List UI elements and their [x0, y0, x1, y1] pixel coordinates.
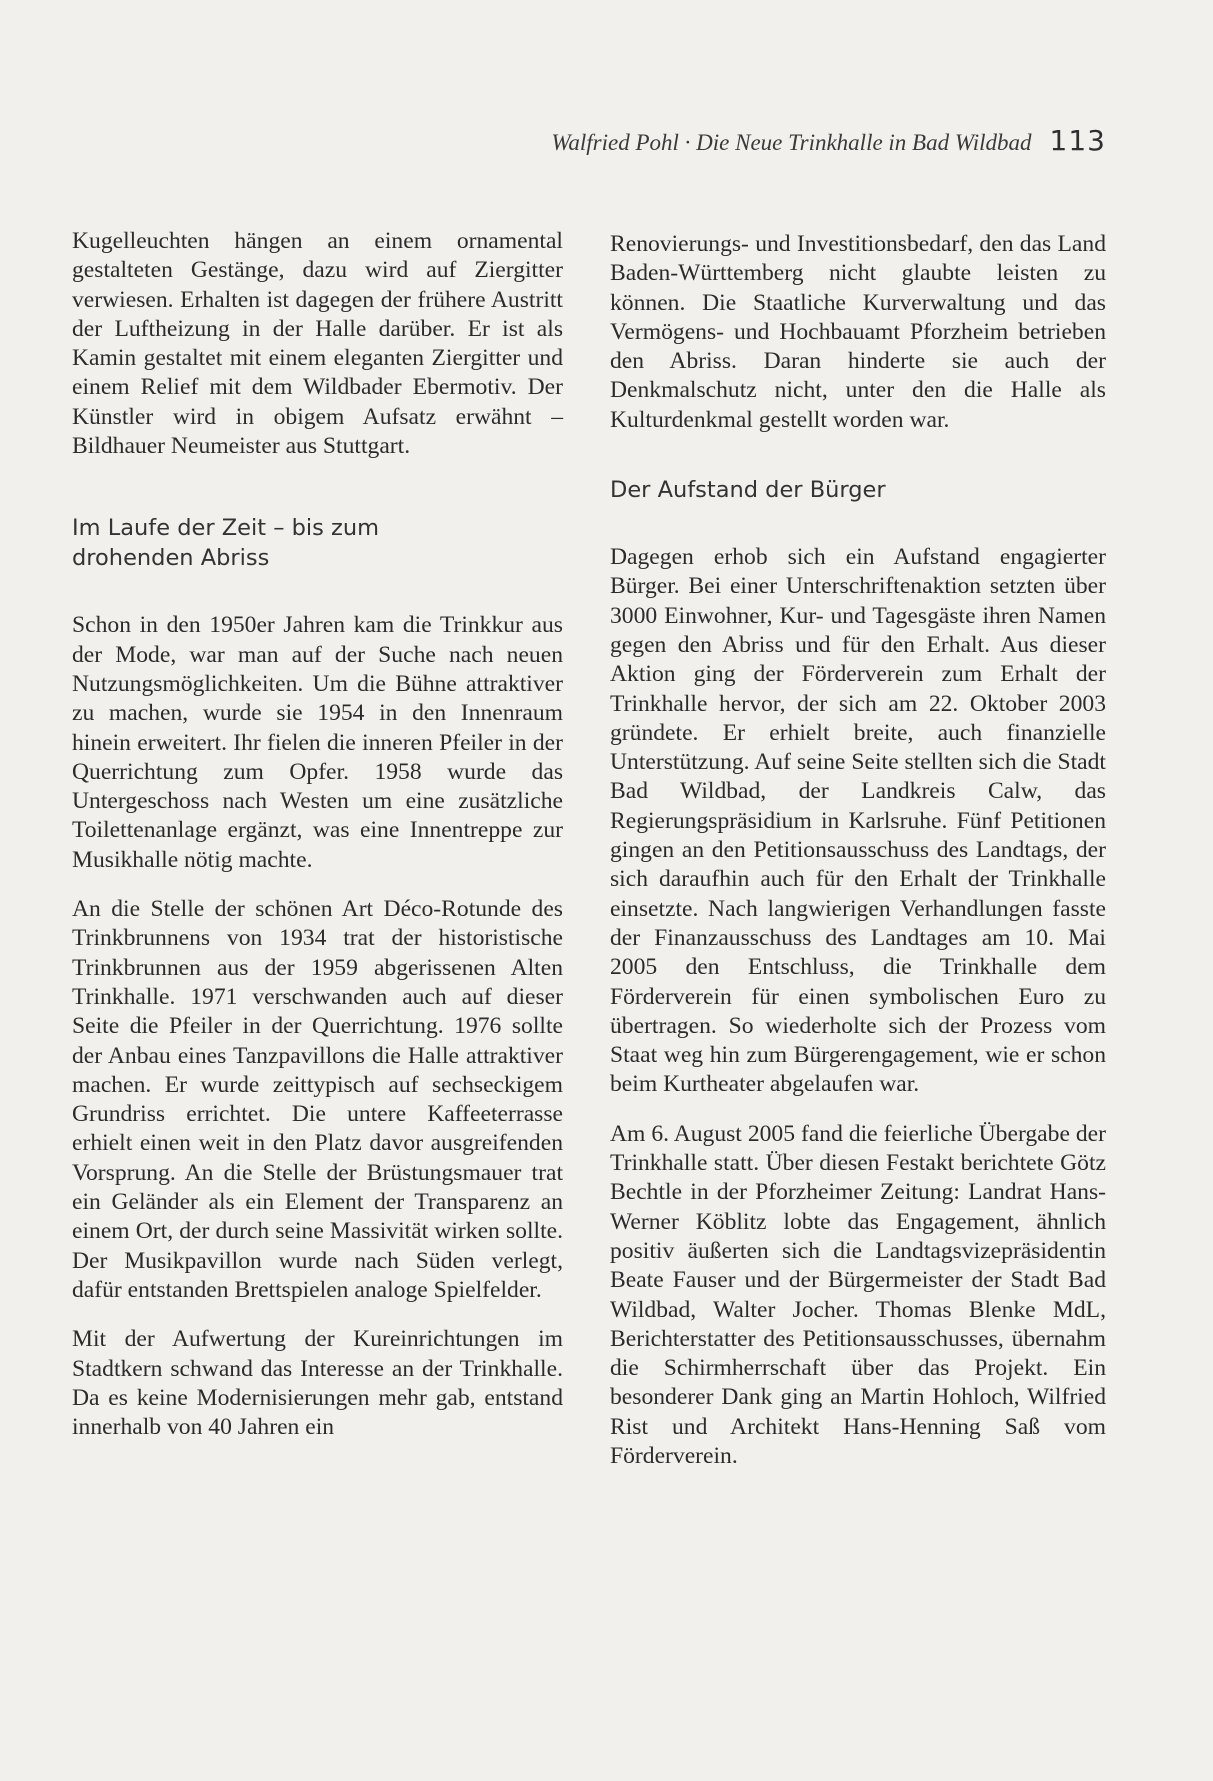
paragraph: Renovierungs- und Investitionsbedarf, den das Land Baden-Württemberg nicht glaubte leisten zu können. Die Staatliche Kurverwaltung und das Vermögens- und Hochbauamt Pforzheim betrieben den Abriss. Daran hinderte sie auch der Denkmalschutz nicht, unter den die Halle als Kulturdenkmal gestellt worden war. — [610, 231, 1106, 433]
paragraph: Schon in den 1950er Jahren kam die Trinkkur aus der Mode, war man auf der Suche nach neuen Nutzungsmöglichkeiten. Um die Bühne attraktiver zu machen, wurde sie 1954 in den Innenraum hinein erweitert. Ihr fielen die inneren Pfeiler in der Querrichtung zum Opfer. 1958 wurde das Untergeschoss nach Westen um eine zusätzliche Toilettenanlage ergänzt, was eine Innentreppe zur Musikhalle nötig machte. — [72, 612, 563, 873]
paragraph: Dagegen erhob sich ein Aufstand engagierter Bürger. Bei einer Unterschriftenaktion setzten über 3000 Einwohner, Kur- und Tagesgäste ihren Namen gegen den Abriss und für den Erhalt. Aus dieser Aktion ging der Förderverein zum Erhalt der Trinkhalle hervor, der sich am 22. Oktober 2003 gründete. Er erhielt breite, auch finanzielle Unterstützung. Auf seine Seite stellten sich die Stadt Bad Wildbad, der Landkreis Calw, das Regierungspräsidium in Karlsruhe. Fünf Petitionen gingen an den Petitionsausschuss des Landtags, der sich daraufhin auch für den Erhalt der Trinkhalle einsetzte. Nach langwierigen Verhandlungen fasste der Finanzausschuss des Landtages am 10. Mai 2005 den Entschluss, die Trinkhalle dem Förderverein für einen symbolischen Euro zu übertragen. So wiederholte sich der Prozess vom Staat weg hin zum Bürgerengagement, wie er schon beim Kurtheater abgelaufen war. — [610, 544, 1106, 1098]
section-heading: Der Aufstand der Bürger — [610, 477, 886, 504]
section-heading: Im Laufe der Zeit – bis zum drohenden Abriss — [72, 515, 380, 572]
right-column — [610, 230, 1106, 1471]
left-column — [72, 227, 563, 1442]
paragraph: Kugelleuchten hängen an einem ornamental gestalteten Gestänge, dazu wird auf Ziergitter verwiesen. Erhalten ist dagegen der frühere Austritt der Luftheizung in der Halle darüber. Er ist als Kamin gestaltet mit einem eleganten Ziergitter und einem Relief mit dem Wildbader Ebermotiv. Der Künstler wird in obigem Aufsatz erwähnt – Bildhauer Neumeister aus Stuttgart. — [72, 228, 563, 460]
paragraph: Mit der Aufwertung der Kureinrichtungen im Stadtkern schwand das Interesse an der Trinkhalle. Da es keine Modernisierungen mehr gab, entstand innerhalb von 40 Jahren ein — [72, 1326, 563, 1441]
paragraph: An die Stelle der schönen Art Déco-Rotunde des Trinkbrunnens von 1934 trat der historistische Trinkbrunnen aus der 1959 abgerissenen Alten Trinkhalle. 1971 verschwanden auch auf dieser Seite die Pfeiler in der Querrichtung. 1976 sollte der Anbau eines Tanzpavillons die Halle attraktiver machen. Er wurde zeittypisch auf sechseckigem Grundriss errichtet. Die untere Kaffeeterrasse erhielt einen weit in den Platz davor ausgreifenden Vorsprung. An die Stelle der Brüstungsmauer trat ein Geländer als ein Element der Transparenz an einem Ort, der durch seine Massivität wirken sollte. Der Musikpavillon wurde nach Süden verlegt, dafür entstanden Brettspielen analoge Spielfelder. — [72, 896, 563, 1303]
running-title: Walfried Pohl · Die Neue Trinkhalle in Bad Wildbad — [551, 130, 1032, 155]
page-header — [0, 124, 1106, 157]
paragraph: Am 6. August 2005 fand die feierliche Übergabe der Trinkhalle statt. Über diesen Festakt berichtete Götz Bechtle in der Pforzheimer Zeitung: Landrat Hans-Werner Köblitz lobte das Engagement, ähnlich positiv äußerten sich die Landtagsvizepräsidentin Beate Fauser und der Bürgermeister der Stadt Bad Wildbad, Walter Jocher. Thomas Blenke MdL, Berichterstatter des Petitionsausschusses, übernahm die Schirmherrschaft über das Projekt. Ein besonderer Dank ging an Martin Hohloch, Wilfried Rist und Architekt Hans-Henning Saß vom Förderverein. — [610, 1120, 1106, 1469]
page-number: 113 — [1049, 124, 1106, 157]
